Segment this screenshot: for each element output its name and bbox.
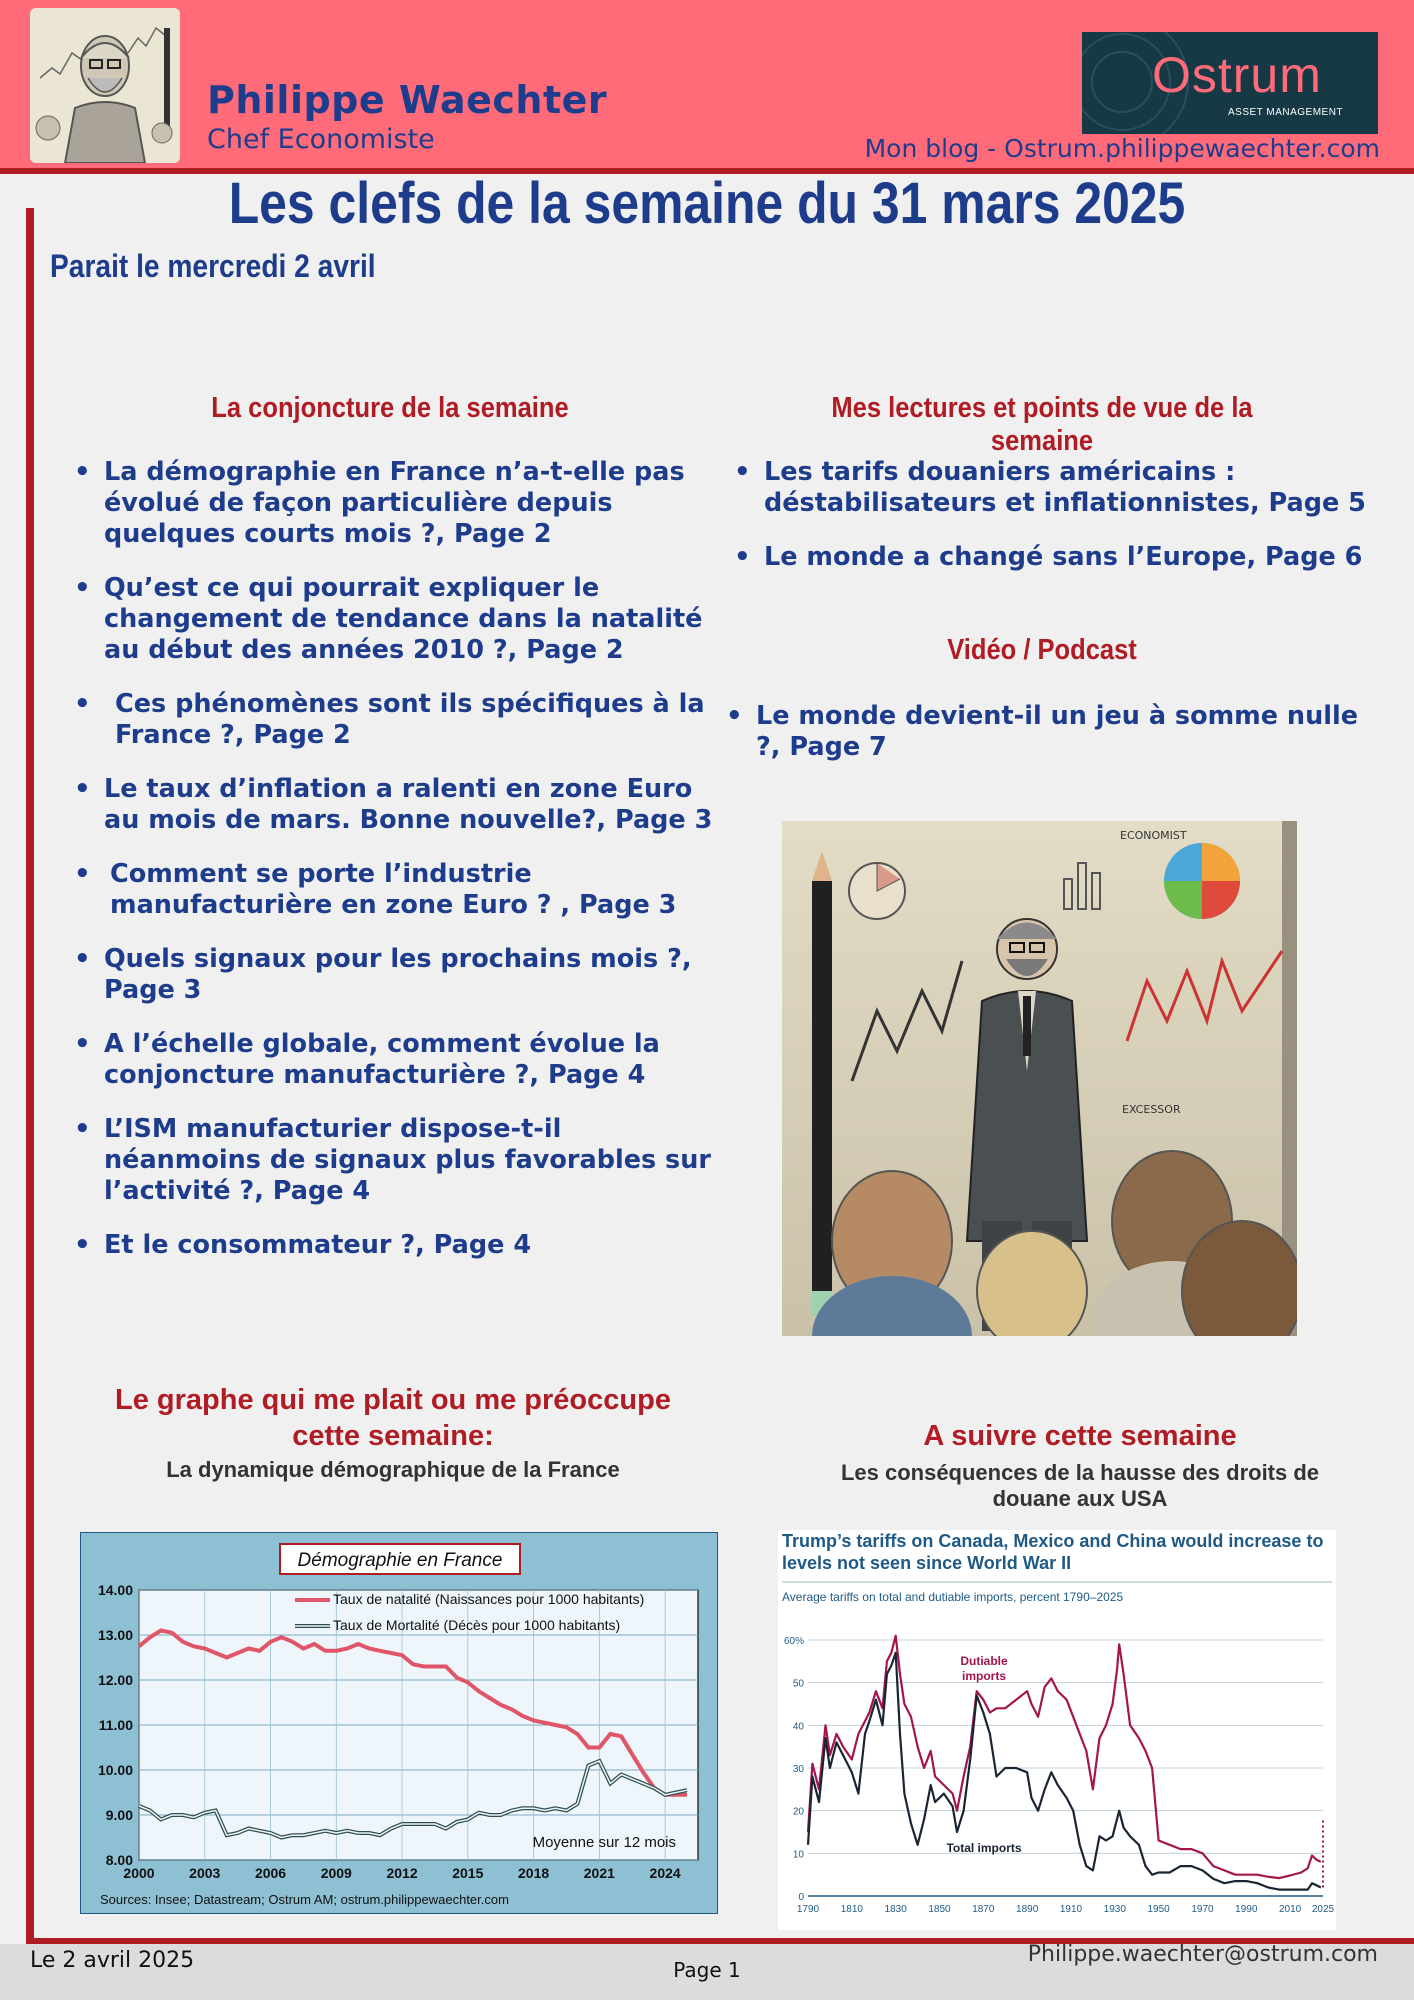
y-tick-label: 0: [798, 1892, 804, 1903]
ostrum-logo[interactable]: [1082, 32, 1378, 134]
tariffs-chart-subtitle: Average tariffs on total and dutiable imports, percent 1790–2025: [782, 1590, 1124, 1604]
x-tick-label: 2024: [649, 1865, 681, 1881]
footer-email[interactable]: Philippe.waechter@ostrum.com: [1027, 1942, 1378, 1967]
x-tick-label: 2021: [583, 1865, 615, 1881]
left-accent-rule: [26, 208, 34, 1946]
chart-title: Démographie en France: [297, 1550, 503, 1571]
x-tick-label: 1990: [1235, 1904, 1258, 1915]
video-list: [722, 701, 1382, 763]
chart-source: Sources: Insee; Datastream; Ostrum AM; ostrum.philippewaechter.com: [100, 1892, 509, 1907]
list-item[interactable]: • Le monde a changé sans l’Europe, Page 6: [730, 542, 1390, 573]
y-tick-label: 11.00: [98, 1717, 133, 1733]
series-label-dutiable: Dutiable imports: [960, 1654, 1008, 1683]
conjoncture-list: [70, 457, 720, 1261]
logo-wordmark: Ostrum: [1152, 47, 1322, 103]
tariffs-chart-title: Trump’s tariffs on Canada, Mexico and China would increase to levels not seen since World War II: [782, 1531, 1324, 1573]
x-tick-label: 1950: [1147, 1904, 1170, 1915]
demography-chart: [80, 1532, 718, 1914]
list-item[interactable]: • Quels signaux pour les prochains mois ?, Page 3: [70, 944, 720, 1006]
x-tick-label: 2025: [1311, 1904, 1335, 1915]
lectures-list: [730, 457, 1390, 573]
tariffs-chart: [778, 1530, 1336, 1930]
x-tick-label: 2010: [1279, 1904, 1302, 1915]
y-tick-label: 13.00: [97, 1627, 133, 1643]
x-tick-label: 1870: [972, 1904, 995, 1915]
y-tick-label: 8.00: [105, 1852, 133, 1868]
x-tick-label: 2012: [386, 1865, 418, 1881]
list-item[interactable]: • Et le consommateur ?, Page 4: [70, 1230, 720, 1261]
list-item[interactable]: • Qu’est ce qui pourrait expliquer le changement de tendance dans la natalité au début des années 2010 ?, Page 2: [70, 573, 720, 666]
economist-illustration: [782, 821, 1297, 1336]
y-tick-label: 50: [792, 1678, 804, 1690]
list-item[interactable]: • Le monde devient-il un jeu à somme nulle ?, Page 7: [722, 701, 1382, 763]
y-tick-label: 40: [792, 1721, 804, 1733]
logo-subtitle: ASSET MANAGEMENT: [1228, 107, 1344, 118]
x-tick-label: 1970: [1191, 1904, 1214, 1915]
follow-section-heading: A suivre cette semaine: [923, 1420, 1237, 1452]
video-podcast-heading: Vidéo / Podcast: [947, 634, 1137, 666]
list-item[interactable]: • Les tarifs douaniers américains : déstabilisateurs et inflationnistes, Page 5: [730, 457, 1390, 519]
list-item[interactable]: • Le taux d’inflation a ralenti en zone Euro au mois de mars. Bonne nouvelle?, Page 3: [70, 774, 720, 836]
x-tick-label: 2000: [123, 1865, 155, 1881]
y-tick-label: 20: [792, 1806, 804, 1818]
x-tick-label: 1810: [840, 1904, 863, 1915]
graph-section-heading: Le graphe qui me plait ou me préoccupe cette semaine:: [115, 1384, 671, 1452]
series-label-total: Total imports: [946, 1841, 1022, 1855]
y-tick-label: 30: [792, 1764, 804, 1775]
x-tick-label: 2009: [320, 1865, 352, 1881]
list-item[interactable]: • A l’échelle globale, comment évolue la conjoncture manufacturière ?, Page 4: [70, 1029, 720, 1091]
lectures-heading: Mes lectures et points de vue de la semaine: [831, 392, 1253, 457]
y-tick-label: 60%: [783, 1636, 804, 1647]
x-tick-label: 1890: [1016, 1904, 1039, 1915]
y-tick-label: 10.00: [97, 1762, 133, 1778]
author-name: Philippe Waechter: [207, 78, 608, 122]
x-tick-label: 1830: [884, 1904, 907, 1915]
graph-section-subheading: La dynamique démographique de la France: [166, 1457, 620, 1482]
legend-label-natalite: Taux de natalité (Naissances pour 1000 habitants): [333, 1591, 645, 1607]
y-tick-label: 12.00: [97, 1672, 133, 1688]
page-number: Page 1: [673, 1958, 741, 1982]
author-role: Chef Economiste: [207, 124, 435, 155]
publication-date-subtitle: Parait le mercredi 2 avril: [50, 248, 376, 284]
illustration-label-excessor: EXCESSOR: [1122, 1103, 1181, 1116]
list-item[interactable]: • Ces phénomènes sont ils spécifiques à la France ?, Page 2: [70, 689, 720, 751]
x-tick-label: 1850: [928, 1904, 951, 1915]
list-item[interactable]: • L’ISM manufacturier dispose-t-il néanmoins de signaux plus favorables sur l’activité ?, Page 4: [70, 1114, 720, 1207]
y-tick-label: 9.00: [105, 1807, 133, 1823]
list-item[interactable]: • Comment se porte l’industrie manufacturière en zone Euro ? , Page 3: [70, 859, 720, 921]
list-item[interactable]: • La démographie en France n’a-t-elle pas évolué de façon particulière depuis quelques courts mois ?, Page 2: [70, 457, 720, 550]
illustration-label-economist: ECONOMIST: [1120, 829, 1187, 842]
legend-label-mortalite: Taux de Mortalité (Décès pour 1000 habitants): [333, 1617, 621, 1633]
blog-link[interactable]: Mon blog - Ostrum.philippewaechter.com: [864, 134, 1380, 163]
x-tick-label: 2003: [189, 1865, 221, 1881]
y-tick-label: 14.00: [97, 1582, 133, 1598]
x-tick-label: 1790: [796, 1904, 820, 1915]
x-tick-label: 2006: [254, 1865, 287, 1881]
footer-date: Le 2 avril 2025: [30, 1948, 195, 1973]
y-tick-label: 10: [792, 1849, 804, 1861]
author-portrait: [30, 8, 180, 163]
page-title: Les clefs de la semaine du 31 mars 2025: [228, 171, 1186, 236]
x-tick-label: 2018: [518, 1865, 550, 1881]
chart-note: Moyenne sur 12 mois: [532, 1834, 676, 1851]
follow-section-subheading: Les conséquences de la hausse des droits de douane aux USA: [840, 1460, 1320, 1511]
x-tick-label: 1930: [1103, 1904, 1126, 1915]
conjoncture-heading: La conjoncture de la semaine: [211, 392, 569, 424]
x-tick-label: 1910: [1059, 1904, 1083, 1915]
x-tick-label: 2015: [452, 1865, 484, 1881]
